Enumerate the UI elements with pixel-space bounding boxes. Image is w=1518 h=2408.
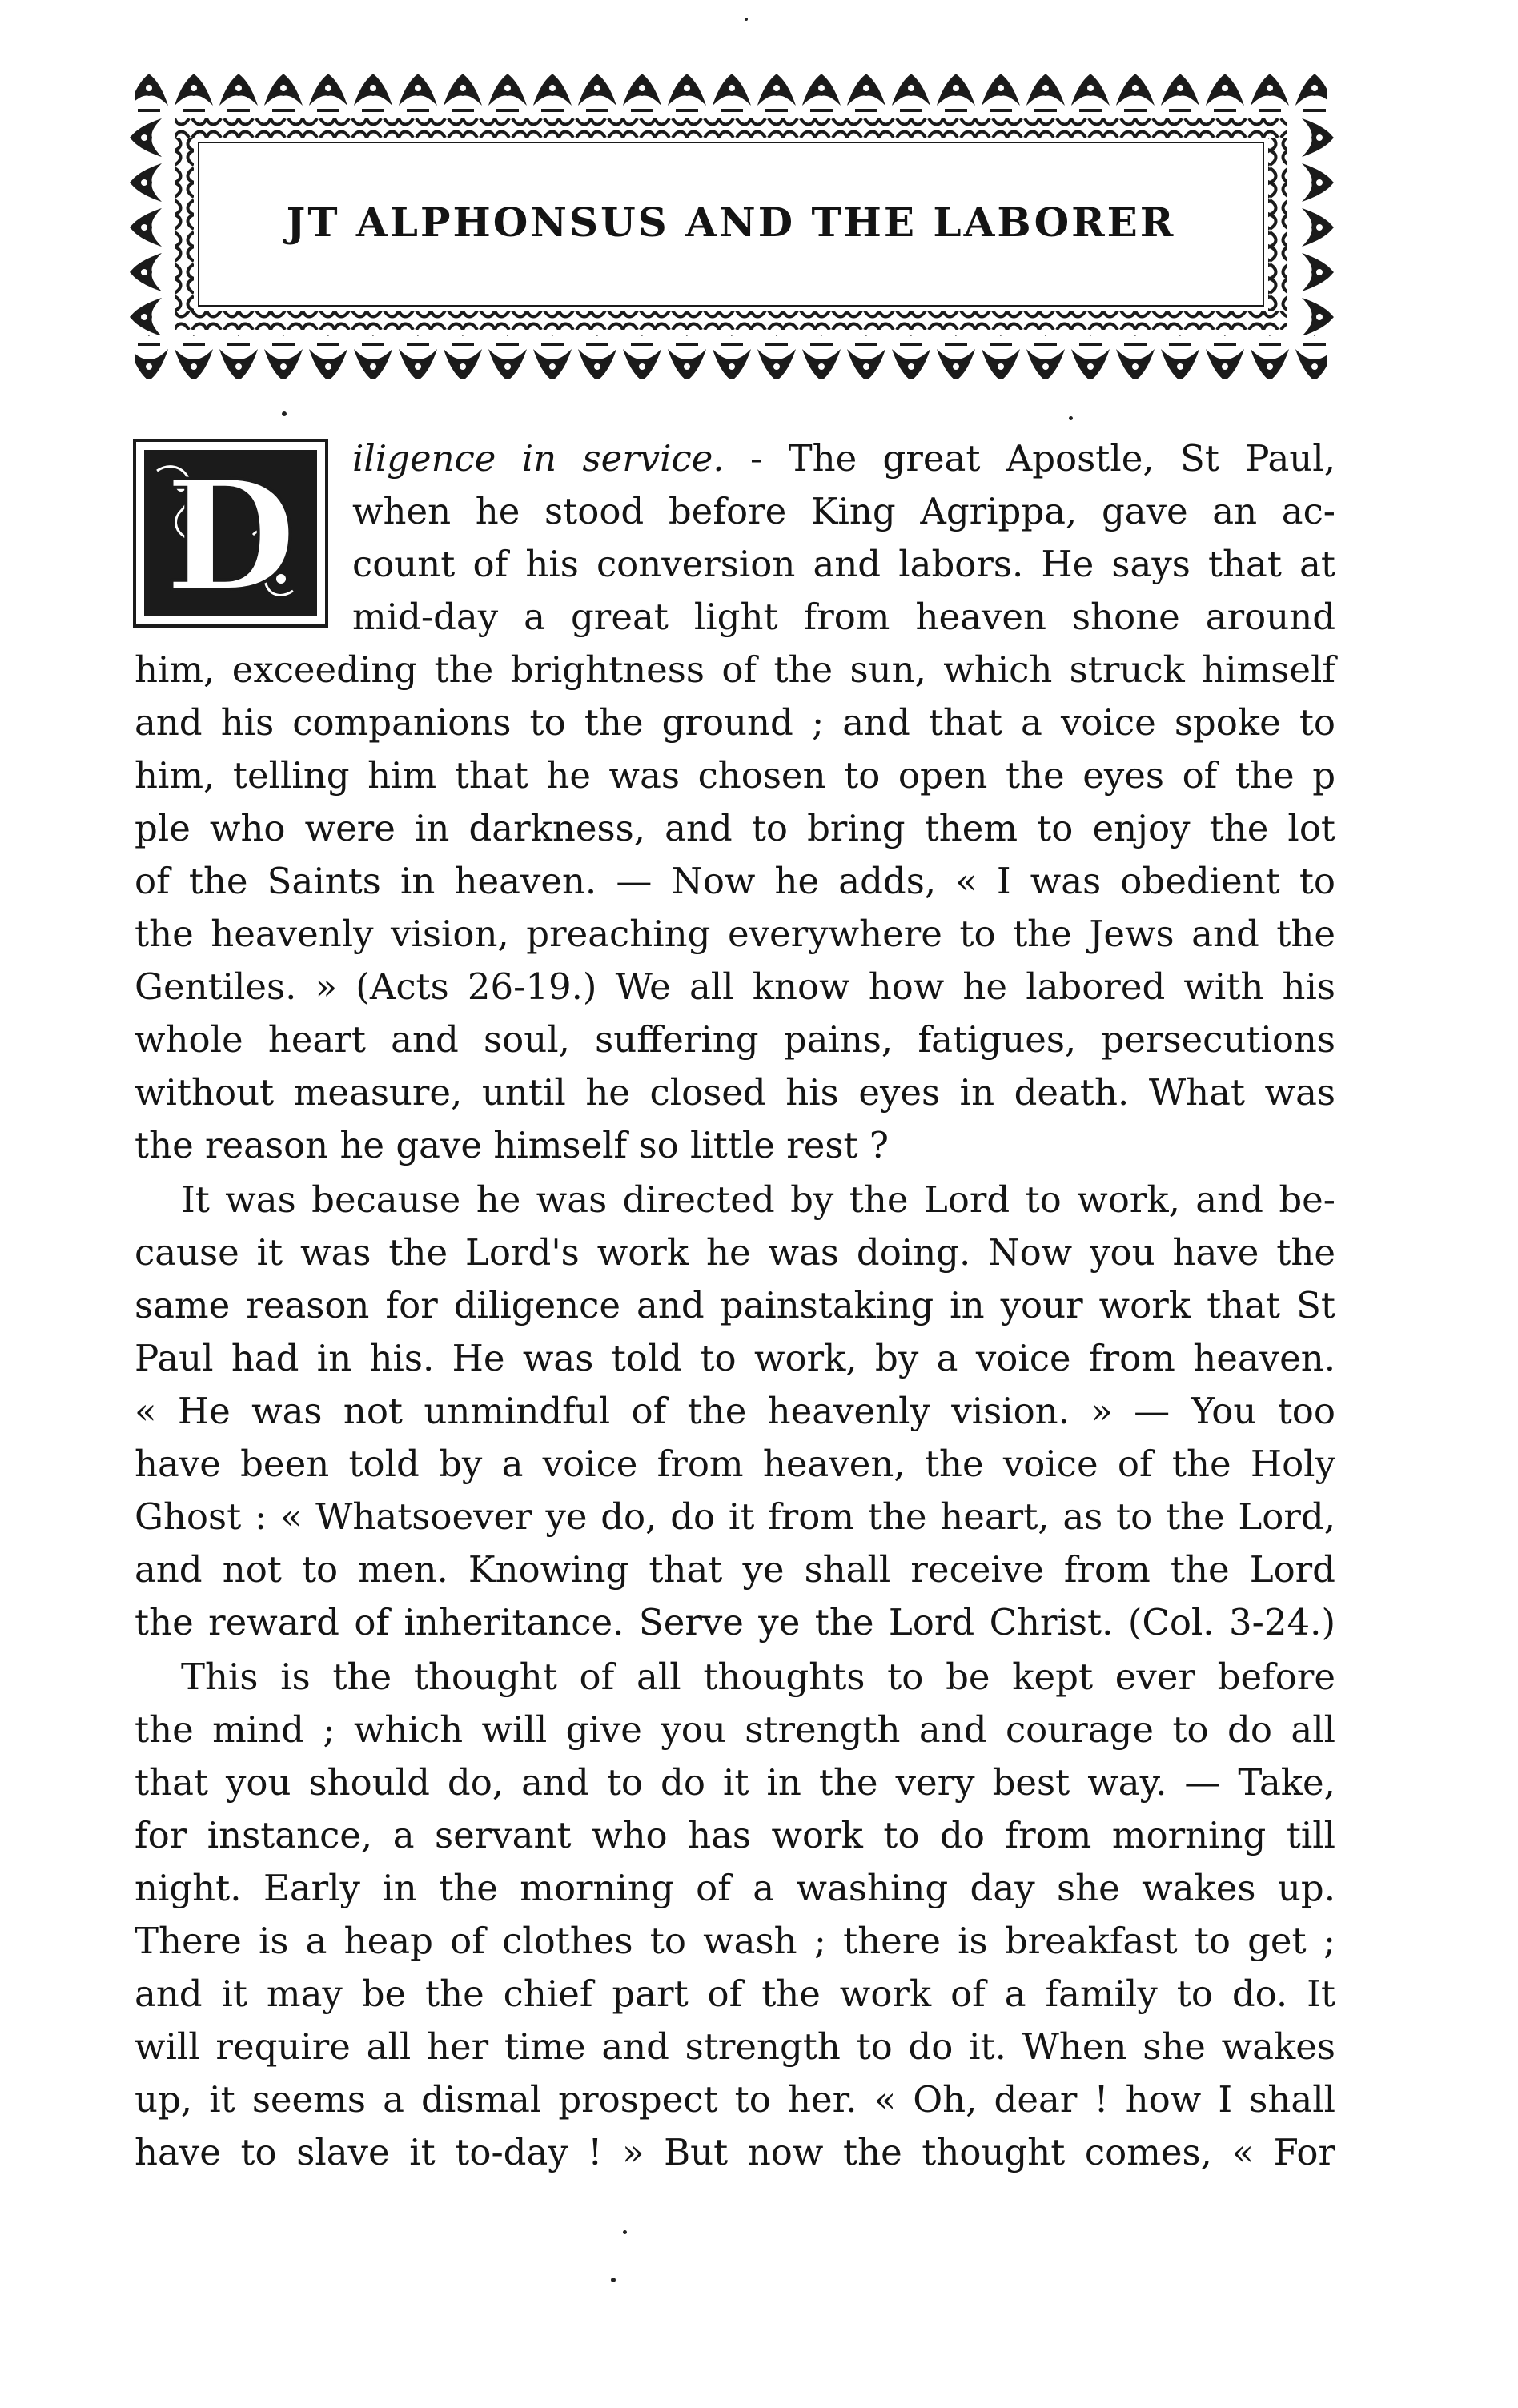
text-line: It was because he was directed by the Lord to work, and be- — [181, 1178, 1335, 1221]
text-line: of the Saints in heaven. — Now he adds, « I was obedient to — [135, 860, 1335, 902]
chapter-title: JT ALPHONSUS AND THE LABORER — [286, 199, 1176, 246]
ornamental-header-banner — [127, 70, 1335, 391]
ink-speck — [1069, 416, 1073, 420]
line-text: - The great Apostle, St Paul, — [724, 437, 1336, 480]
text-line: whole heart and soul, suffering pains, fatigues, persecutions — [135, 1018, 1335, 1061]
text-line: Ghost : « Whatsoever ye do, do it from the heart, as to the Lord, — [135, 1495, 1335, 1538]
text-line: and his companions to the ground ; and that a voice spoke to — [135, 701, 1335, 744]
text-line: him, telling him that he was chosen to open the eyes of the p — [135, 754, 1335, 797]
text-line: the heavenly vision, preaching everywhere to the Jews and the — [135, 913, 1335, 955]
text-line: Paul had in his. He was told to work, by a voice from heaven. — [135, 1337, 1335, 1379]
drop-initial — [133, 439, 328, 628]
text-line: There is a heap of clothes to wash ; there is breakfast to get ; — [135, 1920, 1335, 1962]
text-line: up, it seems a dismal prospect to her. « Oh, dear ! how I shall — [135, 2078, 1335, 2121]
text-line: « He was not unmindful of the heavenly vision. » — You too — [135, 1390, 1335, 1432]
text-line: that you should do, and to do it in the very best way. — Take, — [135, 1761, 1335, 1804]
text-line: for instance, a servant who has work to do from morning till — [135, 1814, 1335, 1856]
text-line: ple who were in darkness, and to bring them to enjoy the lot — [135, 807, 1335, 849]
text-line — [352, 432, 1335, 485]
ink-speck — [282, 411, 287, 416]
text-line: night. Early in the morning of a washing day she wakes up. — [135, 1867, 1335, 1909]
text-line: count of his conversion and labors. He says that at — [352, 543, 1335, 585]
text-line: have been told by a voice from heaven, the voice of the Holy — [135, 1443, 1335, 1485]
text-line: the reward of inheritance. Serve ye the Lord Christ. (Col. 3-24.) — [135, 1601, 1335, 1643]
ink-speck — [611, 2278, 616, 2282]
text-line: the mind ; which will give you strength and courage to do all — [135, 1708, 1335, 1751]
decorated-initial-letter-icon — [133, 439, 328, 628]
text-line: same reason for diligence and painstaking in your work that St — [135, 1284, 1335, 1326]
ink-speck — [623, 2230, 627, 2234]
italic-run-in-heading: iligence in service. — [352, 437, 725, 480]
text-line: mid-day a great light from heaven shone around — [352, 596, 1335, 638]
ink-speck — [745, 18, 748, 21]
text-line: the reason he gave himself so little rest ? — [135, 1124, 889, 1166]
text-line: cause it was the Lord's work he was doing. Now you have the — [135, 1231, 1335, 1274]
text-line: without measure, until he closed his eyes in death. What was — [135, 1071, 1335, 1114]
text-line: will require all her time and strength to do it. When she wakes — [135, 2025, 1335, 2068]
text-line: Gentiles. » (Acts 26-19.) We all know how he labored with his — [135, 965, 1335, 1008]
initial-letter: D — [164, 447, 297, 625]
text-line: and it may be the chief part of the work of a family to do. It — [135, 1973, 1335, 2015]
text-line: have to slave it to-day ! » But now the thought comes, « For — [135, 2131, 1335, 2173]
text-line: him, exceeding the brightness of the sun, which struck himself — [135, 648, 1335, 691]
text-line: and not to men. Knowing that ye shall receive from the Lord — [135, 1548, 1335, 1591]
text-line: when he stood before King Agrippa, gave an ac- — [352, 490, 1335, 532]
text-line: This is the thought of all thoughts to be kept ever before — [181, 1656, 1335, 1698]
